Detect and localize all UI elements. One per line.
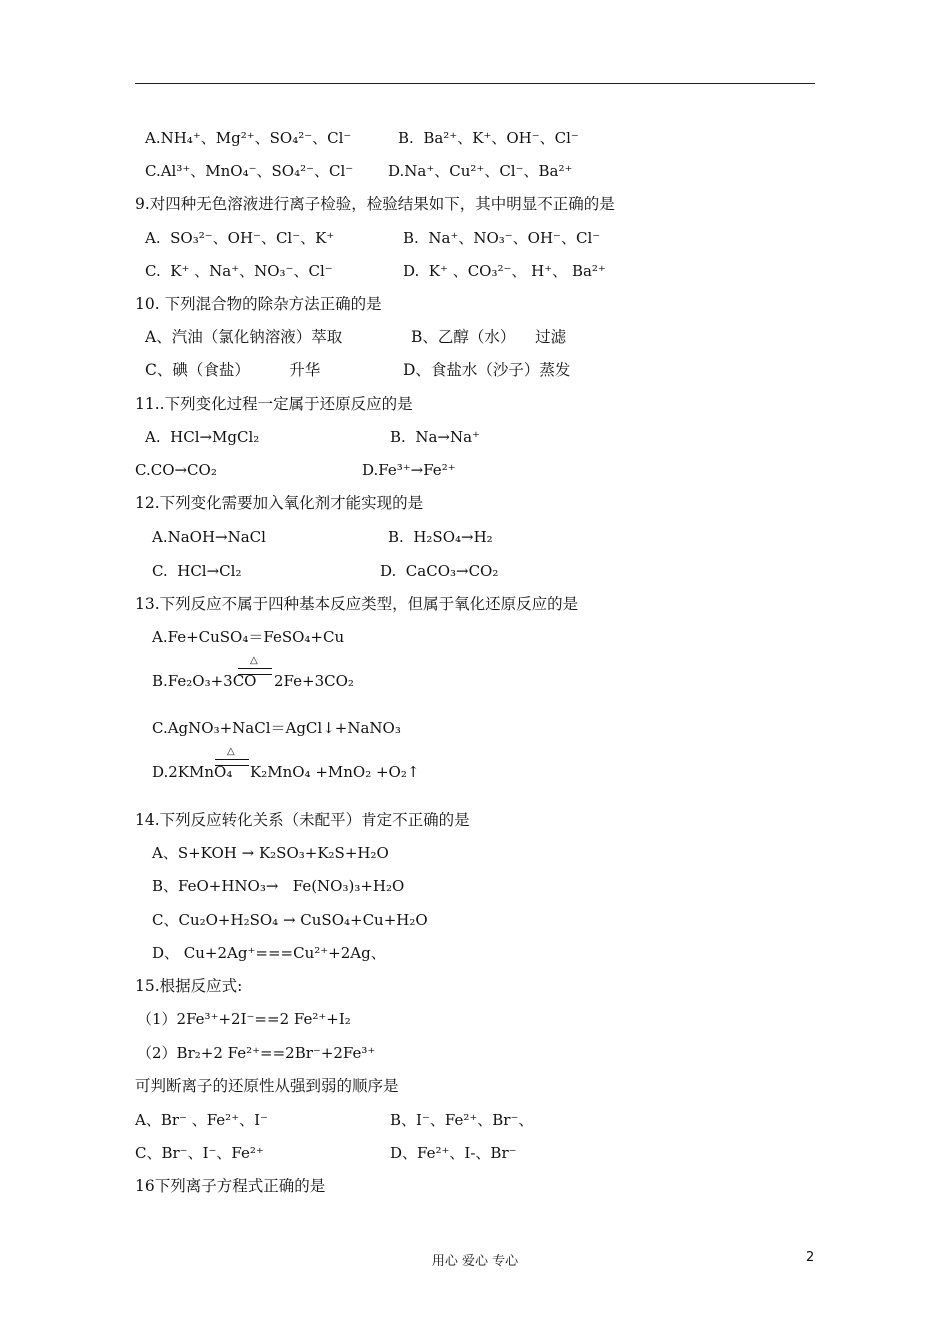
question-9: 9.对四种无色溶液进行离子检验，检验结果如下，其中明显不正确的是 xyxy=(135,195,615,213)
question-12: 12.下列变化需要加入氧化剂才能实现的是 xyxy=(135,494,424,512)
option-text: C. HCl→Cl₂ xyxy=(152,562,242,580)
option-text: C.AgNO₃+NaCl＝AgCl↓+NaNO₃ xyxy=(152,719,401,737)
question-15: 15.根据反应式: xyxy=(135,977,243,995)
question-11: 11..下列变化过程一定属于还原反应的是 xyxy=(135,395,413,413)
question-16: 16下列离子方程式正确的是 xyxy=(135,1177,326,1195)
header-rule xyxy=(135,83,815,84)
heat-triangle-icon: △ xyxy=(227,746,235,757)
option-text: D.2KMnO₄ xyxy=(152,763,233,781)
option-text: B、I⁻、Fe²⁺、Br⁻、 xyxy=(390,1111,534,1129)
option-text: D. K⁺ 、CO₃²⁻、 H⁺、 Ba²⁺ xyxy=(403,262,606,280)
option-text: B. Na⁺、NO₃⁻、OH⁻、Cl⁻ xyxy=(403,229,601,247)
option-text: C、Br⁻、I⁻、Fe²⁺ xyxy=(135,1144,264,1162)
reaction-equals-sign xyxy=(215,759,249,766)
question-14: 14.下列反应转化关系（未配平）肯定不正确的是 xyxy=(135,811,470,829)
option-text: B. Ba²⁺、K⁺、OH⁻、Cl⁻ xyxy=(398,129,579,147)
option-text: D、Fe²⁺、I-、Br⁻ xyxy=(390,1144,517,1162)
option-text: C.Al³⁺、MnO₄⁻、SO₄²⁻、Cl⁻ xyxy=(145,162,354,180)
option-text: D、 Cu+2Ag⁺===Cu²⁺+2Ag、 xyxy=(152,944,386,962)
option-text: C. K⁺ 、Na⁺、NO₃⁻、Cl⁻ xyxy=(145,262,333,280)
option-text: C、碘（食盐） 升华 xyxy=(145,361,321,379)
option-text: A. HCl→MgCl₂ xyxy=(145,428,260,446)
reaction-line: （1）2Fe³⁺+2I⁻==2 Fe²⁺+I₂ xyxy=(137,1010,351,1028)
question-13: 13.下列反应不属于四种基本反应类型，但属于氧化还原反应的是 xyxy=(135,595,579,613)
page-footer: 用心 爱心 专心 xyxy=(431,1254,519,1269)
heat-triangle-icon: △ xyxy=(250,655,258,666)
option-text: B、乙醇（水） 过滤 xyxy=(411,328,567,346)
option-text: C.CO→CO₂ xyxy=(135,461,217,479)
question-10: 10. 下列混合物的除杂方法正确的是 xyxy=(135,295,382,313)
option-text: A、S+KOH → K₂SO₃+K₂S+H₂O xyxy=(152,844,389,862)
option-text: A. SO₃²⁻、OH⁻、Cl⁻、K⁺ xyxy=(145,229,335,247)
option-text: C、Cu₂O+H₂SO₄ → CuSO₄+Cu+H₂O xyxy=(152,911,428,929)
question-text: 可判断离子的还原性从强到弱的顺序是 xyxy=(135,1077,399,1095)
option-text: A.NaOH→NaCl xyxy=(152,528,266,546)
page-number: 2 xyxy=(806,1250,815,1265)
option-text: B. Na→Na⁺ xyxy=(390,428,480,446)
option-text: 2Fe+3CO₂ xyxy=(274,672,354,690)
option-text: B. H₂SO₄→H₂ xyxy=(388,528,493,546)
reaction-line: （2）Br₂+2 Fe²⁺==2Br⁻+2Fe³⁺ xyxy=(137,1044,376,1062)
option-text: A.NH₄⁺、Mg²⁺、SO₄²⁻、Cl⁻ xyxy=(145,129,352,147)
option-text: K₂MnO₄ +MnO₂ +O₂↑ xyxy=(250,763,420,781)
option-text: D. CaCO₃→CO₂ xyxy=(380,562,499,580)
option-text: A、Br⁻ 、Fe²⁺、I⁻ xyxy=(135,1111,268,1129)
option-text: D、食盐水（沙子）蒸发 xyxy=(403,361,571,379)
option-text: B、FeO+HNO₃→ Fe(NO₃)₃+H₂O xyxy=(152,877,405,895)
option-text: B.Fe₂O₃+3CO xyxy=(152,672,257,690)
option-text: D.Na⁺、Cu²⁺、Cl⁻、Ba²⁺ xyxy=(388,162,573,180)
option-text: A.Fe+CuSO₄＝FeSO₄+Cu xyxy=(152,628,345,646)
option-text: A、汽油（氯化钠溶液）萃取 xyxy=(145,328,343,346)
reaction-equals-sign xyxy=(238,668,272,675)
option-text: D.Fe³⁺→Fe²⁺ xyxy=(362,461,456,479)
